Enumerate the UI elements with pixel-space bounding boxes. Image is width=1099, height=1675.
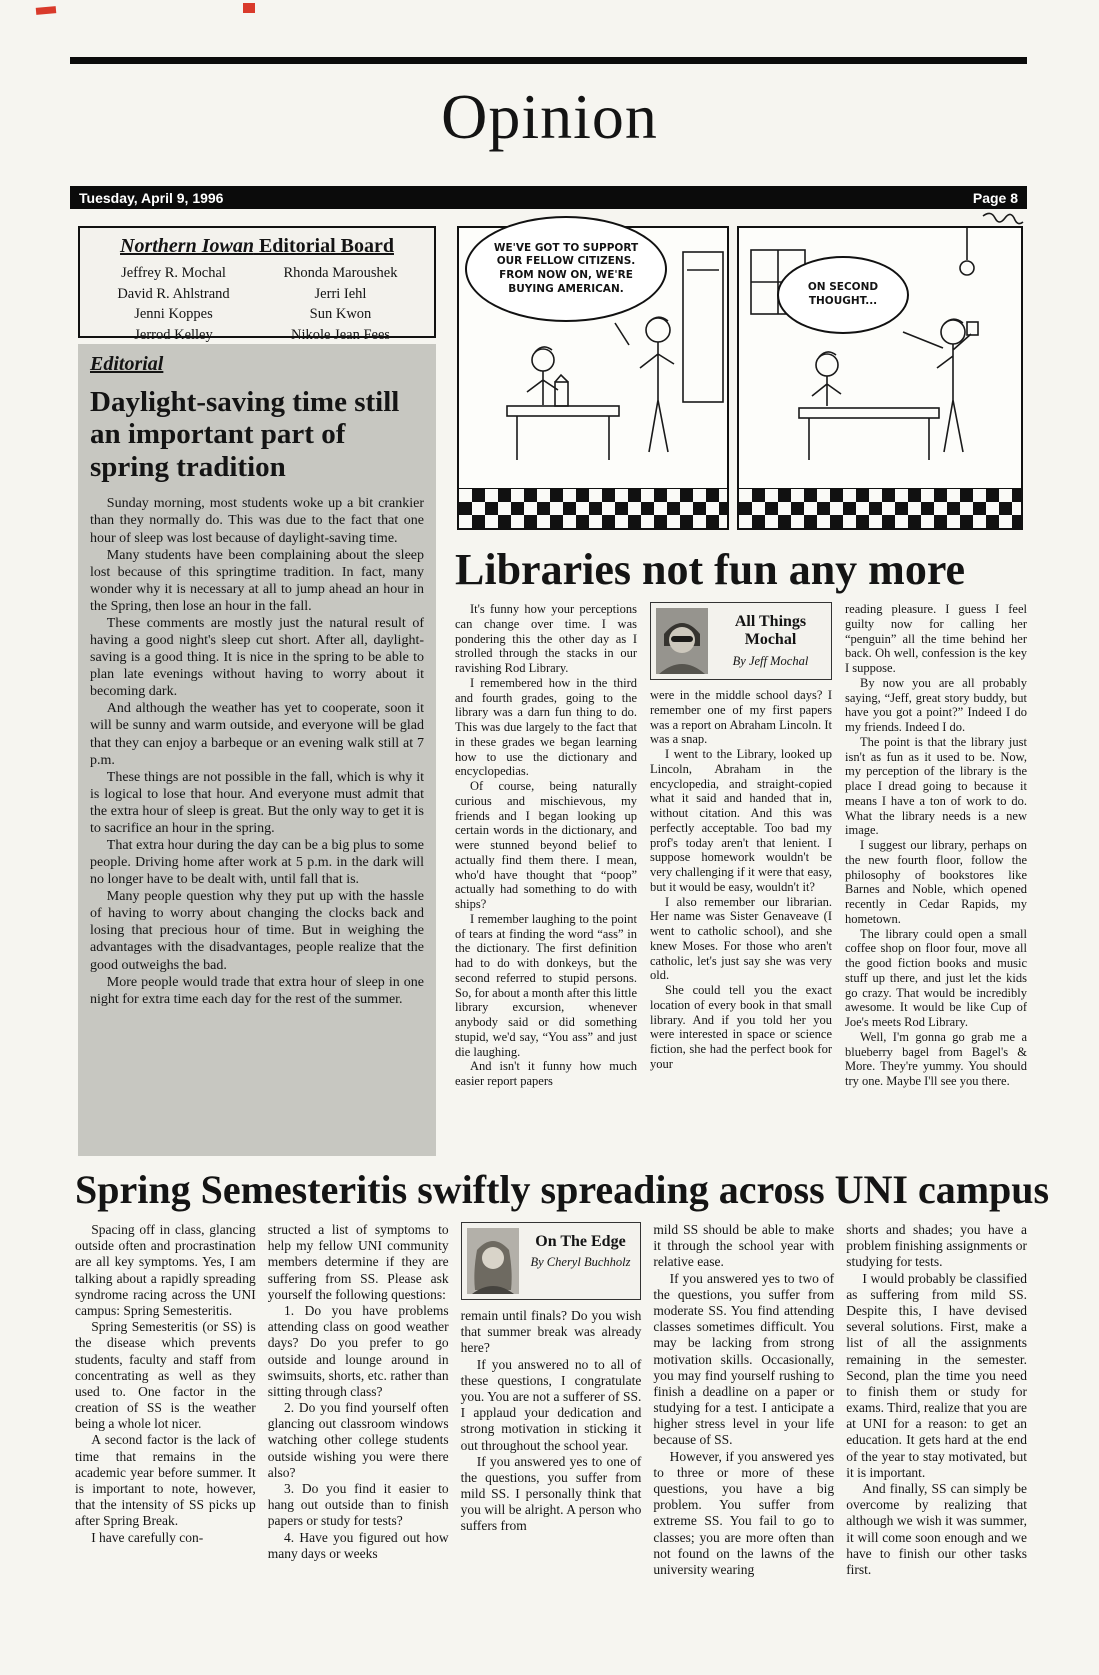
semesteritis-headline: Spring Semesteritis swiftly spreading across UNI campus [75,1167,1050,1212]
board-member-name: Sun Kwon [309,306,372,323]
editorial-board-names [90,263,424,345]
headshot-illustration [656,608,708,674]
byline-text [715,608,826,674]
print-registration-mark [243,3,255,13]
column-title: On The Edge [535,1233,626,1250]
editorial-paragraph: That extra hour during the day can be a big plus to some people. Driving home after work at 5 p.m. in the dark will no longer have to be dealt with, until fall that is. [90,837,424,888]
editorial-board-title [90,235,424,258]
semesteritis-column-4 [653,1222,834,1666]
article-paragraph: I have carefully con- [91,1529,204,1545]
semesteritis-column-3-text [461,1308,642,1535]
board-member-name: Nikole Jean Fees [290,326,391,343]
issue-date: Tuesday, April 9, 1996 [79,189,224,206]
editorial-paragraph: Many people question why they put up with the hassle of having to worry about changing the clocks back and losing that precious hour of time. But in weighing the advantages with the disadvantages, people realize that the good outweighs the bad. [90,889,424,973]
editorial-paragraph: Sunday morning, most students woke up a bit crankier than they normally do. This was due to the fact that one hour of sleep was lost because of daylight-saving time. [90,496,424,546]
semesteritis-column-1 [75,1222,256,1666]
article-paragraph: remain until finals? Do you wish that summer break was already here? [460,1308,642,1356]
article-paragraph: 3. Do you find it easier to hang out outside than to finish papers or study for tests? [267,1481,449,1529]
editorial-article [78,344,436,1156]
libraries-headline: Libraries not fun any more [455,545,966,594]
section-title: Opinion [441,81,658,152]
article-paragraph: I remembered how in the third and fourth grades, going to the library was a darn fun thing to do. This was due largely to the fact that in these grades we began learning how to use the dictionary and encyclopedias. [455,675,637,779]
article-paragraph: structed a list of symptoms to help my fellow UNI community members determine if they are suffering from SS. Please ask yourself the following questions: [267,1222,449,1302]
headshot-illustration [467,1228,519,1294]
board-names-column-1 [90,263,257,345]
board-member-name: David R. Ahlstrand [117,285,230,302]
on-the-edge-box [461,1222,642,1300]
jeff-mochal-photo [656,608,708,674]
semesteritis-column-2 [268,1222,449,1666]
top-rule [70,57,1027,64]
article-paragraph: reading pleasure. I guess I feel guilty now for calling her “penguin” all the time behind her back. Oh well, confession is the key I suppose. [845,602,1027,675]
article-paragraph: However, if you answered yes to three or more of these questions, you have a big problem. You suffer from extreme SS. You fail to go to classes; you are more often than not found on the lawns of the university wearing [653,1448,835,1577]
article-paragraph: Spacing off in class, glancing outside often and procrastination are all key symptoms. Yes, I am talking about a rapidly spreading syndrome racing across the UNI campus: Spring Semesteritis. [75,1222,256,1318]
board-member-name: Rhonda Maroushek [283,265,398,281]
column-title: All Things Mochal [734,613,807,649]
article-paragraph: And finally, SS can simply be overcome by realizing that although we wish it was summer, it will come soon enough and we have to finish our other tasks first. [846,1481,1027,1577]
article-paragraph: The library could open a small coffee shop on floor four, move all the good fiction books and music stuff up there, and just let the kids go crazy. That would be incredibly awesome. It would be like Cup of Joe's meets Rod Library. [845,926,1027,1029]
checkered-floor [739,488,1021,528]
editorial-board-box [78,226,436,343]
article-paragraph: were in the middle school days? I remember one of my first papers was a report on Abraham Lincoln. It was a snap. [650,688,832,747]
cartoonist-signature [983,213,1023,223]
byline-text [526,1228,636,1294]
column-byline: By Cheryl Buchholz [530,1255,631,1270]
article-paragraph: 1. Do you have problems attending class on good weather days? Do you prefer to go outside and lounge around in swimsuits, shorts, etc. rather than sitting through class? [267,1302,449,1399]
board-member-name: Jenni Koppes [134,306,213,323]
editorial-paragraph: And although the weather has yet to cooperate, soon it will be sunny and warm outside, and everyone will be glad that they can enjoy a barbeque or an evening walk still at 7 p.m. [90,701,424,768]
article-paragraph: 2. Do you find yourself often glancing out classroom windows watching other college students outside wishing you were there also? [267,1400,449,1480]
editorial-paragraph: Many students have been complaining about the sleep lost because of this springtime tradition. In fact, many wonder why it is necessary at all to jump ahead an hour in the Spring, then lose an hour in the fall. [90,547,424,614]
speech-bubble-left: WE'VE GOT TO SUPPORT OUR FELLOW CITIZENS. FROM NOW ON, WE'RE BUYING AMERICAN. [465,216,667,322]
article-paragraph: The point is that the library just isn't as fun as it used to be. Now, my perception of the library is the place I dread going to because it means I have a ton of work to do. What the library needs is a new image. [845,734,1027,838]
article-paragraph: I went to the Library, looked up Lincoln, Abraham in the encyclopedia, and straight-copied what it said and handed that in, without citation. And this was perfectly acceptable. Too bad my prof's today aren't that lenient. I suppose homework wouldn't be very challenging if it were that easy, but it would be easy, wouldn't it? [650,747,832,894]
board-member-name: Jerri Iehl [314,285,367,302]
libraries-column-3 [845,602,1027,1156]
date-bar [70,186,1027,209]
article-paragraph: If you answered yes to one of the questions, you suffer from mild SS. I personally think that you will be alright. A person who suffers from [460,1453,642,1534]
editorial-cartoon [455,210,1025,542]
semesteritis-column-3 [461,1222,642,1666]
libraries-article [455,602,1027,1156]
editorial-paragraph: More people would trade that extra hour of sleep in one night for extra time each day for the rest of the summer. [90,974,424,1007]
editorial-kicker: Editorial [90,353,164,375]
semesteritis-article [75,1222,1027,1666]
article-paragraph: I suggest our library, perhaps on the new fourth floor, follow the philosophy of bookstores like Barnes and Noble, which opened recently in Cedar Rapids, my hometown. [845,838,1027,926]
article-paragraph: And isn't it funny how much easier report papers [455,1059,637,1088]
checkered-floor [459,488,727,528]
article-paragraph: If you answered yes to two of the questions, you suffer from moderate SS. You find attending classes sometimes difficult. You may be lacking from strong motivation skills. Occasionally, you may find yourself rushing to finish a deadline on a paper or studying for a test. I anticipate a higher stress level in your life because of SS. [653,1270,835,1448]
libraries-column-2-text [650,688,832,1072]
article-paragraph: By now you are all probably saying, “Jeff, great story buddy, but have you got a point?” Indeed I do my friends. Indeed I do. [845,675,1027,734]
article-paragraph: Well, I'm gonna go grab me a blueberry bagel from Bagel's & More. They're yummy. You should try one. Maybe I'll see you there. [845,1029,1027,1088]
paper-name: Northern Iowan [120,235,254,257]
editorial-paragraph: These comments are mostly just the natural result of having a good night's sleep cut short. After all, daylight-saving is a good thing. It is nice in the spring to be able to plan late evenings without having to worry about it becoming dark. [90,615,424,700]
article-paragraph: It's funny how your perceptions can change over time. I was pondering this the other day as I strolled through the stacks in our ravishing Rod Library. [455,602,637,675]
article-paragraph: She could tell you the exact location of every book in that small library. And if you told her you were interested in space or science fiction, she had the perfect book for your [650,983,832,1071]
board-names-column-2 [257,263,424,345]
article-paragraph: 4. Have you figured out how many days or weeks [267,1529,449,1561]
article-paragraph: I would probably be classified as suffering from mild SS. Despite this, I have devised several solutions. First, make a list of all the assignments remaining in the semester. Second, plan the time you need to finish them or study for exams. Third, realize that you are at UNI for a reason: to get an education. It gets hard at the end of the year to stay motivated, but it is important. [846,1270,1027,1480]
article-paragraph: If you answered no to all of these questions, I congratulate you. You are not a sufferer of SS. I applaud your dedication and strong motivation in sticking it out throughout the school year. [460,1356,642,1453]
board-member-name: Jeffrey R. Mochal [121,265,226,281]
semesteritis-column-5 [846,1222,1027,1666]
page-number: Page 8 [972,189,1018,206]
cheryl-buchholz-photo [467,1228,519,1294]
article-paragraph: mild SS should be able to make it through the school year with relative ease. [653,1222,835,1270]
article-paragraph: I remember laughing to the point of tears at finding the word “ass” in the dictionary. The first definition had to do with donkeys, but the second referred to stupid persons. So, for about a month after this little library excursion, whenever anybody said or did something stupid, we'd say, “You ass” and just die laughing. [455,911,637,1059]
libraries-column-2 [650,602,832,1156]
editorial-paragraph: These things are not possible in the fall, which is why it is logical to lose that hour. And everyone must admit that the extra hour of sleep is great. But the only way to get it is to sacrifice an hour in the spring. [90,769,424,836]
print-registration-mark [36,6,57,15]
libraries-column-1 [455,602,637,1156]
editorial-board-title-rest: Editorial Board [253,235,394,257]
speech-bubble-right: ON SECOND THOUGHT... [777,256,909,334]
article-paragraph: Spring Semesteritis (or SS) is the disease which prevents students, faculty and staff from concentrating as well as they used to. One factor in the creation of SS is the weather being a whole lot nicer. [75,1319,256,1432]
board-member-name: Jerrod Kelley [134,326,213,343]
article-paragraph: shorts and shades; you have a problem finishing assignments or studying for tests. [846,1222,1027,1270]
editorial-headline: Daylight-saving time still an important part of spring tradition [90,386,400,483]
all-things-mochal-box [650,602,832,680]
editorial-body [90,495,424,1007]
column-byline: By Jeff Mochal [732,653,809,668]
article-paragraph: A second factor is the lack of time that remains in the academic year before summer. It is important to note, however, that the intensity of SS picks up after Spring Break. [75,1432,256,1529]
article-paragraph: I also remember our librarian. Her name was Sister Genaveave (I went to catholic school), and she knew Moses. For those who aren't catholic, let's just say she was very old. [650,894,832,983]
article-paragraph: Of course, being naturally curious and mischievous, my friends and I began looking up certain words in the dictionary, and were stunned beyond belief to actually find them there. I mean, who'd have thought that “poop” actually had something to do with ships? [455,779,637,911]
